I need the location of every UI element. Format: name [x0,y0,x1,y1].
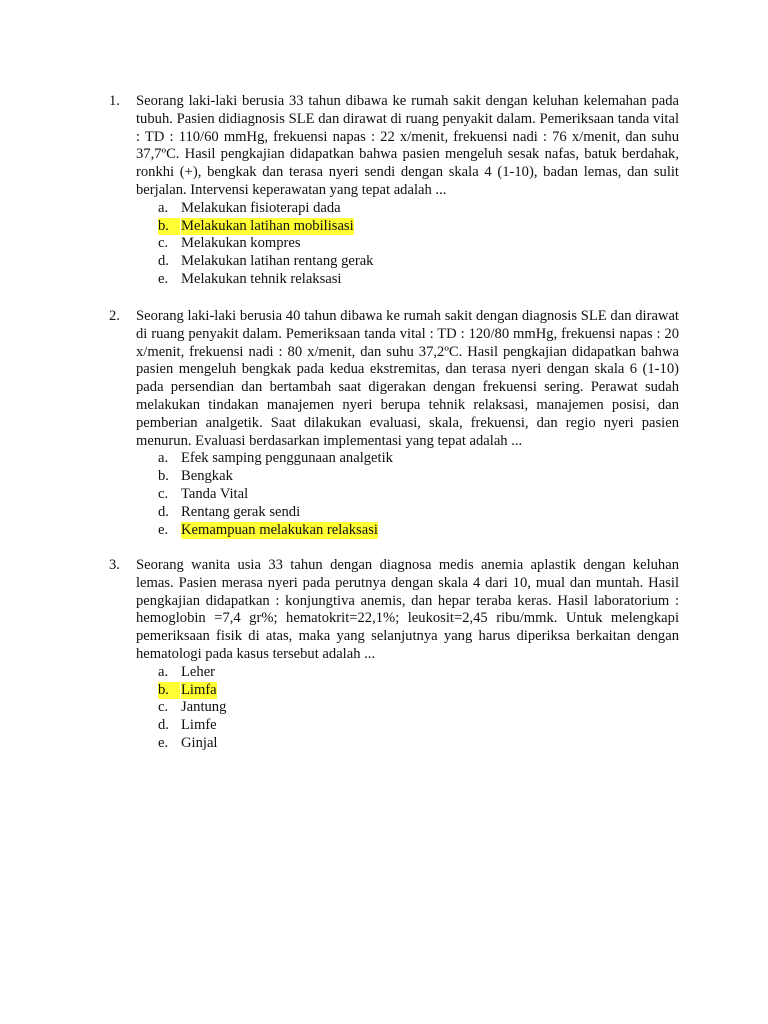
option-letter: d. [158,503,169,520]
option-text: Melakukan latihan rentang gerak [181,253,374,270]
option-b-highlighted [158,218,679,236]
option-d [158,253,679,271]
option-letter: d. [158,717,169,734]
option-a [158,450,679,468]
option-letter: e. [158,521,169,538]
option-text: Kemampuan melakukan relaksasi [181,521,378,538]
option-b-highlighted [158,682,679,700]
option-b [158,468,679,486]
option-text: Bengkak [181,468,233,485]
answer-options [109,664,679,753]
answer-options [109,200,679,289]
option-c [158,699,679,717]
option-letter: e. [158,270,169,287]
option-letter: b. [158,682,180,700]
question-number: 1. [109,93,120,109]
option-text: Ginjal [181,734,218,751]
option-e [158,735,679,753]
option-a [158,664,679,682]
option-a [158,200,679,218]
option-letter: a. [158,663,169,680]
question-number: 3. [109,557,120,573]
option-text: Tanda Vital [181,485,249,502]
option-text: Melakukan kompres [181,235,301,252]
option-text: Melakukan latihan mobilisasi [181,217,354,234]
option-c [158,235,679,253]
option-letter: e. [158,734,169,751]
question-text: Seorang laki-laki berusia 33 tahun dibawa ke rumah sakit dengan keluhan kelemahan pada tubuh. Pasien didiagnosis SLE dan dirawat di ruang penyakit dalam. Pemeriksaan tanda vital : TD : 110/60 mmHg, frekuensi napas : 22 x/menit, frekuensi nadi : 76 x/menit, dan suhu 37,7ºC. Hasil pengkajian didapatkan bahwa pasien mengeluh sesak nafas, batuk berdahak, ronkhi (+), bengkak dan terasa nyeri sendi dengan skala 4 (1-10), badan lemas, dan sulit berjalan. Intervensi keperawatan yang tepat adalah ... [136,93,679,198]
question-number: 2. [109,308,120,324]
option-text: Rentang gerak sendi [181,503,301,520]
question-text: Seorang wanita usia 33 tahun dengan diagnosa medis anemia aplastik dengan keluhan lemas. Pasien merasa nyeri pada perutnya dengan skala 4 dari 10, mual dan muntah. Hasil pengkajian didapatkan : konjungtiva anemis, dan hepar teraba keras. Hasil laboratorium : hemoglobin =7,4 gr%; hematokrit=22,1%; leukosit=2,45 ribu/mmk. Untuk melengkapi pemeriksaan fisik di atas, maka yang selanjutnya yang harus diperiksa berkaitan dengan hematologi pada kasus tersebut adalah ... [136,557,679,662]
option-letter: c. [158,235,169,252]
option-text: Limfe [181,717,217,734]
question-text: Seorang laki-laki berusia 40 tahun dibawa ke rumah sakit dengan diagnosis SLE dan dirawat di ruang penyakit dalam. Pemeriksaan tanda vital : TD : 120/80 mmHg, frekuensi napas : 20 x/menit, frekuensi nadi : 80 x/menit, dan suhu 37,2ºC. Hasil pengkajian didapatkan bahwa pasien mengeluh bengkak pada kedua ekstremitas, dan terasa nyeri dengan skala 6 (1-10) pada persendian dan bertambah saat digerakan dengan frekuensi sering. Perawat sudah melakukan tindakan manajemen nyeri berupa tehnik relaksasi, manajemen posisi, dan pemberian analgetik. Saat dilakukan evaluasi, skala, frekuensi, dan regio nyeri pasien menurun. Evaluasi berdasarkan implementasi yang tepat adalah ... [136,308,679,449]
option-text: Melakukan fisioterapi dada [181,199,341,216]
option-letter: c. [158,699,169,716]
option-text: Efek samping penggunaan analgetik [181,450,393,467]
question-1 [109,93,679,289]
answer-options [109,450,679,539]
question-2 [109,308,679,539]
option-text: Jantung [181,699,227,716]
option-text: Leher [181,663,216,680]
question-3 [109,557,679,753]
option-d [158,717,679,735]
option-text: Melakukan tehnik relaksasi [181,270,342,287]
option-c [158,486,679,504]
option-e-highlighted [158,522,679,540]
option-letter: a. [158,450,169,467]
option-d [158,504,679,522]
option-letter: d. [158,253,169,270]
option-letter: c. [158,485,169,502]
option-text: Limfa [181,681,217,698]
option-e [158,271,679,289]
option-letter: b. [158,218,180,236]
option-letter: a. [158,199,169,216]
option-letter: b. [158,468,169,485]
